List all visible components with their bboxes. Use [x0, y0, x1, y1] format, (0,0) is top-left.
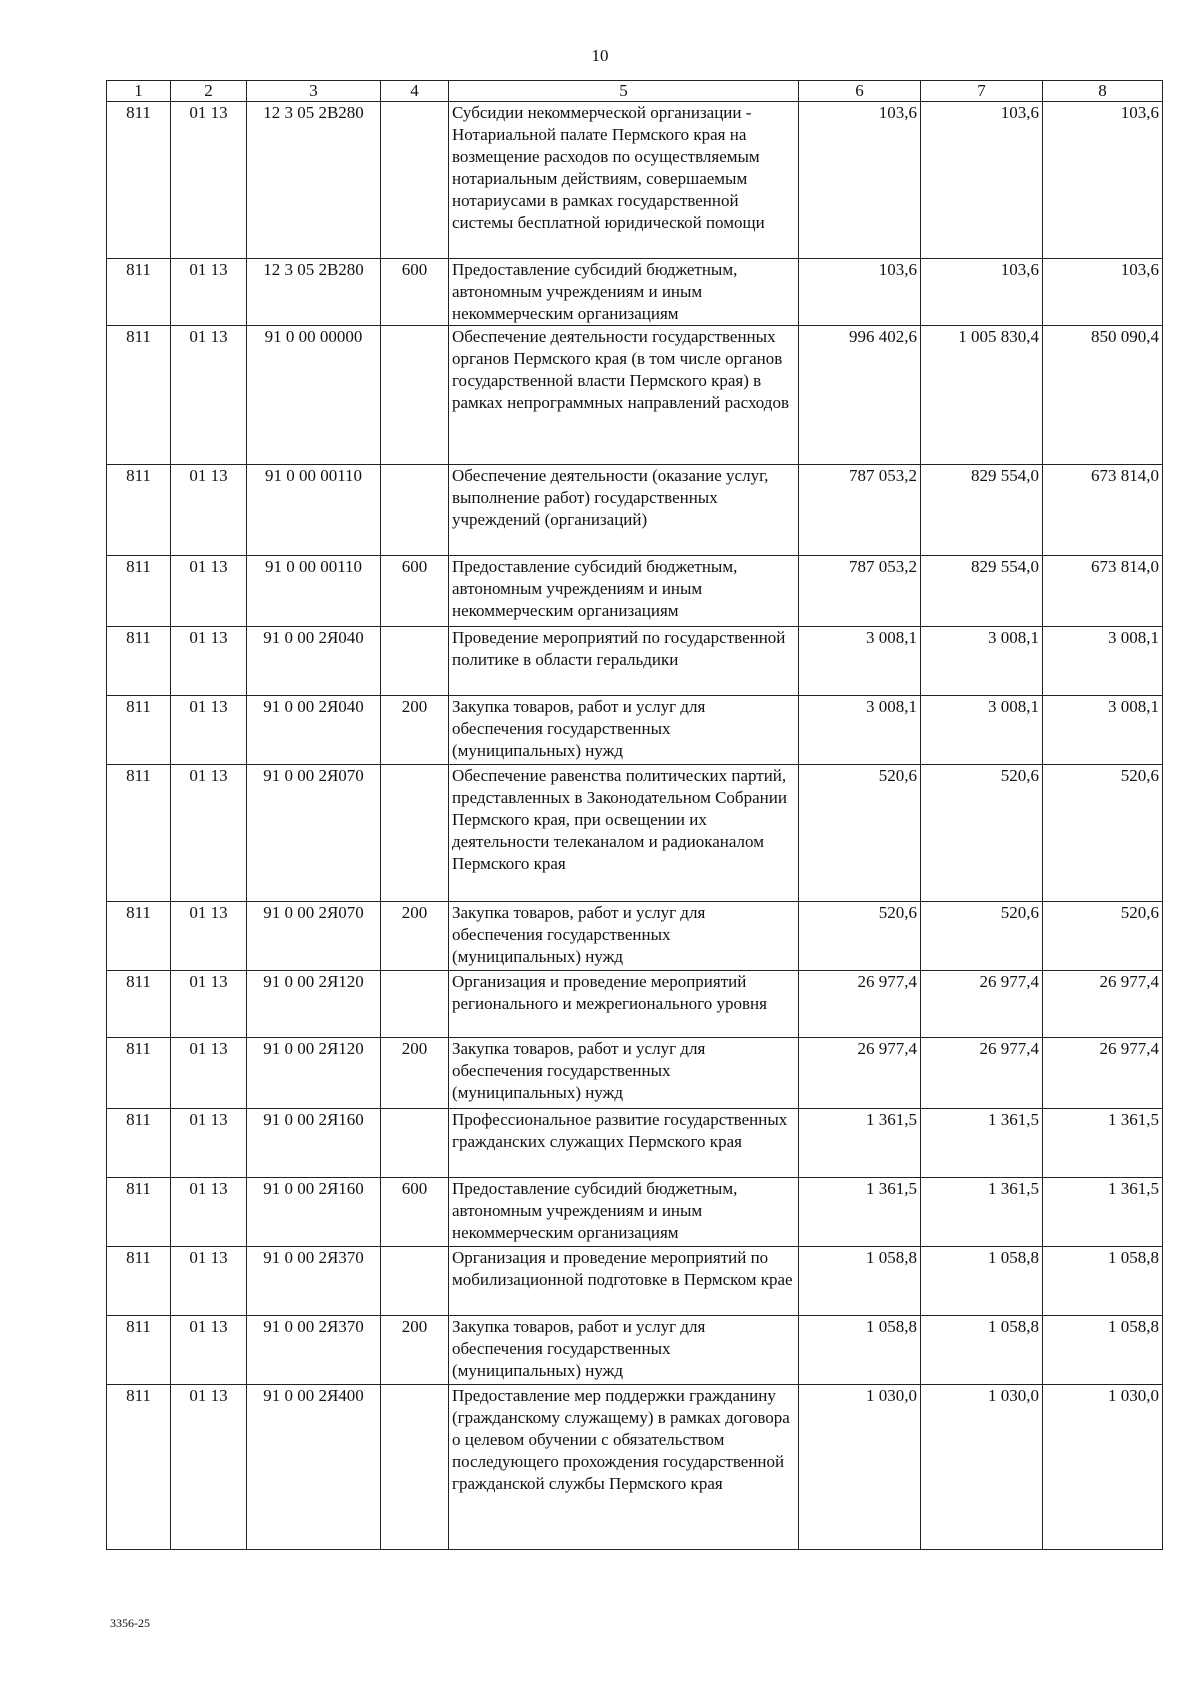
target-article-code: 91 0 00 2Я400 [247, 1385, 381, 1550]
section-code: 01 13 [171, 326, 247, 465]
amount-col-8: 103,6 [1043, 259, 1163, 326]
ministry-code: 811 [107, 556, 171, 627]
amount-col-7: 829 554,0 [921, 556, 1043, 627]
expense-type-code [381, 1247, 449, 1316]
header-row [107, 81, 1163, 102]
header-col-6: 6 [799, 81, 921, 102]
target-article-code: 91 0 00 2Я370 [247, 1247, 381, 1316]
table-row [107, 1109, 1163, 1178]
amount-col-8: 520,6 [1043, 765, 1163, 902]
target-article-code: 91 0 00 2Я160 [247, 1178, 381, 1247]
table-row [107, 1385, 1163, 1550]
expense-type-code: 600 [381, 259, 449, 326]
table-row [107, 259, 1163, 326]
expense-type-code [381, 765, 449, 902]
section-code: 01 13 [171, 1178, 247, 1247]
expense-name: Закупка товаров, работ и услуг для обеспечения государственных (муниципальных) нужд [449, 1038, 799, 1109]
target-article-code: 91 0 00 2Я040 [247, 627, 381, 696]
ministry-code: 811 [107, 259, 171, 326]
amount-col-6: 3 008,1 [799, 696, 921, 765]
ministry-code: 811 [107, 1109, 171, 1178]
header-col-4: 4 [381, 81, 449, 102]
ministry-code: 811 [107, 765, 171, 902]
amount-col-7: 26 977,4 [921, 1038, 1043, 1109]
section-code: 01 13 [171, 465, 247, 556]
section-code: 01 13 [171, 259, 247, 326]
amount-col-8: 673 814,0 [1043, 556, 1163, 627]
expense-name: Закупка товаров, работ и услуг для обеспечения государственных (муниципальных) нужд [449, 902, 799, 971]
target-article-code: 91 0 00 2Я120 [247, 971, 381, 1038]
amount-col-6: 1 030,0 [799, 1385, 921, 1550]
section-code: 01 13 [171, 1316, 247, 1385]
amount-col-8: 1 058,8 [1043, 1247, 1163, 1316]
amount-col-7: 520,6 [921, 765, 1043, 902]
amount-col-6: 103,6 [799, 102, 921, 259]
ministry-code: 811 [107, 326, 171, 465]
table-row [107, 1247, 1163, 1316]
expense-type-code [381, 326, 449, 465]
table-row [107, 971, 1163, 1038]
target-article-code: 91 0 00 2Я040 [247, 696, 381, 765]
expense-type-code [381, 627, 449, 696]
ministry-code: 811 [107, 102, 171, 259]
amount-col-6: 26 977,4 [799, 1038, 921, 1109]
expense-name: Закупка товаров, работ и услуг для обеспечения государственных (муниципальных) нужд [449, 1316, 799, 1385]
page-number: 10 [591, 46, 609, 65]
table-row [107, 1316, 1163, 1385]
target-article-code: 91 0 00 2Я120 [247, 1038, 381, 1109]
expense-name: Предоставление мер поддержки гражданину (гражданскому служащему) в рамках договора о целевом обучении с обязательством последующего прохождения государственной гражданской службы Пермского края [449, 1385, 799, 1550]
amount-col-8: 26 977,4 [1043, 971, 1163, 1038]
ministry-code: 811 [107, 1178, 171, 1247]
expense-type-code [381, 102, 449, 259]
amount-col-7: 520,6 [921, 902, 1043, 971]
section-code: 01 13 [171, 765, 247, 902]
amount-col-8: 1 030,0 [1043, 1385, 1163, 1550]
ministry-code: 811 [107, 465, 171, 556]
amount-col-8: 26 977,4 [1043, 1038, 1163, 1109]
expense-name: Субсидии некоммерческой организации - Нотариальной палате Пермского края на возмещение расходов по осуществляемым нотариальным действиям, совершаемым нотариусами в рамках государственной системы бесплатной юридической помощи [449, 102, 799, 259]
ministry-code: 811 [107, 696, 171, 765]
amount-col-7: 1 058,8 [921, 1247, 1043, 1316]
section-code: 01 13 [171, 1247, 247, 1316]
expense-name: Предоставление субсидий бюджетным, автономным учреждениям и иным некоммерческим организациям [449, 259, 799, 326]
table-row [107, 465, 1163, 556]
expense-type-code: 600 [381, 1178, 449, 1247]
table-row [107, 102, 1163, 259]
section-code: 01 13 [171, 627, 247, 696]
amount-col-8: 3 008,1 [1043, 627, 1163, 696]
table-row [107, 902, 1163, 971]
expense-name: Обеспечение равенства политических партий, представленных в Законодательном Собрании Пермского края, при освещении их деятельности телеканалом и радиоканалом Пермского края [449, 765, 799, 902]
table-body [107, 102, 1163, 1550]
target-article-code: 91 0 00 2Я070 [247, 765, 381, 902]
expense-type-code [381, 971, 449, 1038]
expense-name: Проведение мероприятий по государственной политике в области геральдики [449, 627, 799, 696]
expense-name: Организация и проведение мероприятий регионального и межрегионального уровня [449, 971, 799, 1038]
amount-col-6: 520,6 [799, 902, 921, 971]
section-code: 01 13 [171, 1385, 247, 1550]
target-article-code: 91 0 00 00110 [247, 556, 381, 627]
amount-col-6: 787 053,2 [799, 465, 921, 556]
table-header [107, 81, 1163, 102]
header-col-3: 3 [247, 81, 381, 102]
amount-col-7: 26 977,4 [921, 971, 1043, 1038]
amount-col-8: 1 361,5 [1043, 1178, 1163, 1247]
amount-col-6: 1 058,8 [799, 1316, 921, 1385]
target-article-code: 91 0 00 2Я070 [247, 902, 381, 971]
amount-col-8: 1 058,8 [1043, 1316, 1163, 1385]
header-col-7: 7 [921, 81, 1043, 102]
amount-col-8: 3 008,1 [1043, 696, 1163, 765]
target-article-code: 91 0 00 2Я370 [247, 1316, 381, 1385]
table-row [107, 696, 1163, 765]
expense-name: Предоставление субсидий бюджетным, автономным учреждениям и иным некоммерческим организациям [449, 1178, 799, 1247]
amount-col-6: 996 402,6 [799, 326, 921, 465]
amount-col-6: 1 361,5 [799, 1178, 921, 1247]
amount-col-8: 1 361,5 [1043, 1109, 1163, 1178]
amount-col-6: 520,6 [799, 765, 921, 902]
amount-col-7: 1 058,8 [921, 1316, 1043, 1385]
target-article-code: 12 3 05 2В280 [247, 102, 381, 259]
expense-type-code: 200 [381, 1316, 449, 1385]
amount-col-7: 103,6 [921, 102, 1043, 259]
amount-col-6: 26 977,4 [799, 971, 921, 1038]
header-col-5: 5 [449, 81, 799, 102]
expense-type-code [381, 1109, 449, 1178]
amount-col-8: 103,6 [1043, 102, 1163, 259]
expense-type-code: 200 [381, 696, 449, 765]
amount-col-8: 673 814,0 [1043, 465, 1163, 556]
header-col-8: 8 [1043, 81, 1163, 102]
amount-col-7: 3 008,1 [921, 696, 1043, 765]
section-code: 01 13 [171, 971, 247, 1038]
expense-type-code: 600 [381, 556, 449, 627]
amount-col-7: 1 361,5 [921, 1178, 1043, 1247]
section-code: 01 13 [171, 1038, 247, 1109]
ministry-code: 811 [107, 971, 171, 1038]
amount-col-6: 787 053,2 [799, 556, 921, 627]
table-row [107, 765, 1163, 902]
expense-name: Предоставление субсидий бюджетным, автономным учреждениям и иным некоммерческим организациям [449, 556, 799, 627]
amount-col-7: 3 008,1 [921, 627, 1043, 696]
amount-col-7: 1 005 830,4 [921, 326, 1043, 465]
expense-type-code [381, 1385, 449, 1550]
table-row [107, 326, 1163, 465]
amount-col-7: 829 554,0 [921, 465, 1043, 556]
expense-name: Закупка товаров, работ и услуг для обеспечения государственных (муниципальных) нужд [449, 696, 799, 765]
amount-col-6: 1 361,5 [799, 1109, 921, 1178]
amount-col-7: 103,6 [921, 259, 1043, 326]
target-article-code: 91 0 00 00000 [247, 326, 381, 465]
expense-name: Обеспечение деятельности государственных органов Пермского края (в том числе органов государственной власти Пермского края) в рамках непрограммных направлений расходов [449, 326, 799, 465]
ministry-code: 811 [107, 627, 171, 696]
expense-name: Организация и проведение мероприятий по мобилизационной подготовке в Пермском крае [449, 1247, 799, 1316]
section-code: 01 13 [171, 556, 247, 627]
table-row [107, 1038, 1163, 1109]
amount-col-8: 520,6 [1043, 902, 1163, 971]
table-row [107, 1178, 1163, 1247]
amount-col-6: 3 008,1 [799, 627, 921, 696]
table-row [107, 627, 1163, 696]
expense-type-code: 200 [381, 1038, 449, 1109]
ministry-code: 811 [107, 1385, 171, 1550]
amount-col-7: 1 030,0 [921, 1385, 1043, 1550]
section-code: 01 13 [171, 1109, 247, 1178]
target-article-code: 12 3 05 2В280 [247, 259, 381, 326]
expense-type-code [381, 465, 449, 556]
ministry-code: 811 [107, 902, 171, 971]
section-code: 01 13 [171, 696, 247, 765]
target-article-code: 91 0 00 2Я160 [247, 1109, 381, 1178]
header-col-2: 2 [171, 81, 247, 102]
ministry-code: 811 [107, 1038, 171, 1109]
amount-col-8: 850 090,4 [1043, 326, 1163, 465]
document-code: 3356-25 [110, 1616, 150, 1630]
expense-name: Профессиональное развитие государственных гражданских служащих Пермского края [449, 1109, 799, 1178]
ministry-code: 811 [107, 1247, 171, 1316]
section-code: 01 13 [171, 102, 247, 259]
budget-table [106, 80, 1163, 1550]
amount-col-6: 103,6 [799, 259, 921, 326]
ministry-code: 811 [107, 1316, 171, 1385]
table-row [107, 556, 1163, 627]
amount-col-7: 1 361,5 [921, 1109, 1043, 1178]
expense-name: Обеспечение деятельности (оказание услуг, выполнение работ) государственных учреждений (организаций) [449, 465, 799, 556]
section-code: 01 13 [171, 902, 247, 971]
amount-col-6: 1 058,8 [799, 1247, 921, 1316]
target-article-code: 91 0 00 00110 [247, 465, 381, 556]
header-col-1: 1 [107, 81, 171, 102]
expense-type-code: 200 [381, 902, 449, 971]
